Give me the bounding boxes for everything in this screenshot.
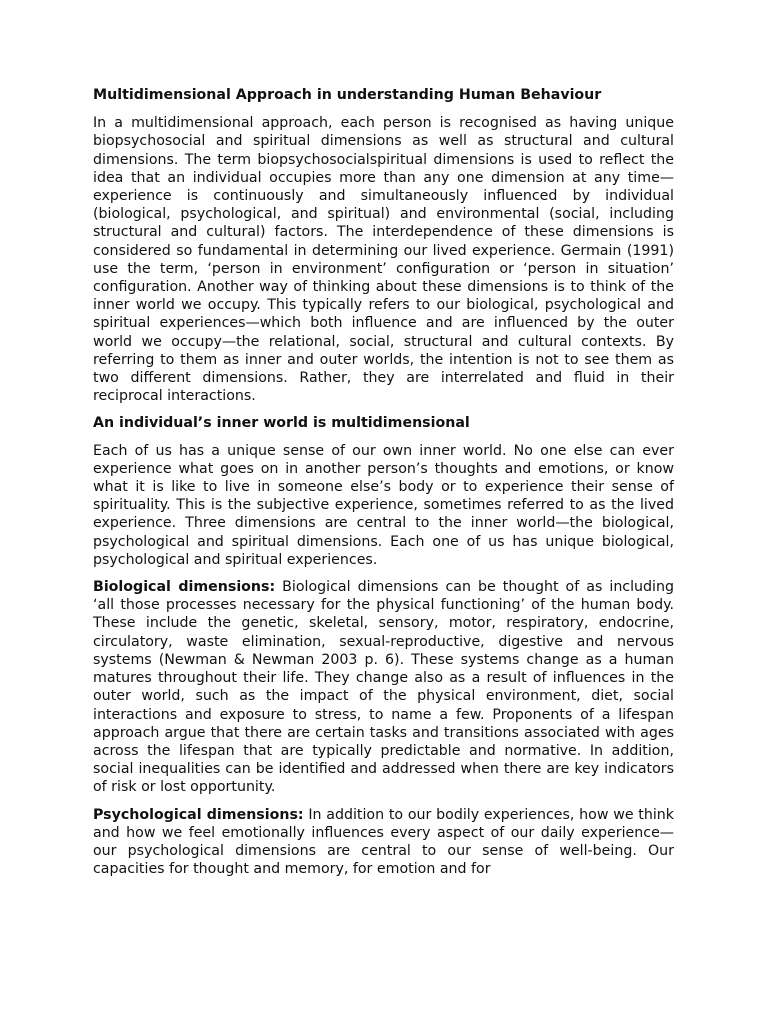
inner-world-paragraph: Each of us has a unique sense of our own inner world. No one else can ever experience what goes on in another person’s thoughts and emotions, or know what it is like to live in someone else’s body or to experience their sense of spirituality. This is the subjective experience, sometimes referred to as the lived experience. Three dimensions are central to the inner world—the biological, psychological and spiritual dimensions. Each one of us has unique biological, psychological and spiritual experiences. <box>93 442 674 568</box>
biological-text: Biological dimensions can be thought of as including ‘all those processes necessary for the physical functioning’ of the human body. These include the genetic, skeletal, sensory, motor, respiratory, endocrine, circulatory, waste elimination, sexual-reproductive, digestive and nervous systems (Newman & Newman 2003 p. 6). These systems change as a human matures throughout their life. They change also as a result of influences in the outer world, such as the impact of the physical environment, diet, social interactions and exposure to stress, to name a few. Proponents of a lifespan approach argue that there are certain tasks and transitions associated with ages across the lifespan that are typically predictable and normative. In addition, social inequalities can be identified and addressed when there are key indicators of risk or lost opportunity. <box>93 579 674 796</box>
biological-paragraph <box>93 578 674 796</box>
biological-lead: Biological dimensions: <box>93 579 276 596</box>
document-title: Multidimensional Approach in understanding Human Behaviour <box>93 87 602 103</box>
psychological-paragraph <box>93 806 674 879</box>
section-heading: An individual’s inner world is multidimensional <box>93 415 470 432</box>
psychological-text: In addition to our bodily experiences, how we think and how we feel emotionally influences every aspect of our daily experience—our psychological dimensions are central to our sense of well-being. Our capacities for thought and memory, for emotion and for <box>93 806 675 878</box>
document-page <box>93 86 674 878</box>
psychological-lead: Psychological dimensions: <box>93 806 304 823</box>
intro-paragraph: In a multidimensional approach, each person is recognised as having unique biopsychosocial and spiritual dimensions as well as structural and cultural dimensions. The term biopsychosocialspiritual dimensions is used to reflect the idea that an individual occupies more than any one dimension at any time—experience is continuously and simultaneously influenced by individual (biological, psychological, and spiritual) and environmental (social, including structural and cultural) factors. The interdependence of these dimensions is considered so fundamental in determining our lived experience. Germain (1991) use the term, ‘person in environment’ configuration or ‘person in situation’ configuration. Another way of thinking about these dimensions is to think of the inner world we occupy. This typically refers to our biological, psychological and spiritual experiences—which both influence and are influenced by the outer world we occupy—the relational, social, structural and cultural contexts. By referring to them as inner and outer worlds, the intention is not to see them as two different dimensions. Rather, they are interrelated and fluid in their reciprocal interactions. <box>93 115 674 405</box>
